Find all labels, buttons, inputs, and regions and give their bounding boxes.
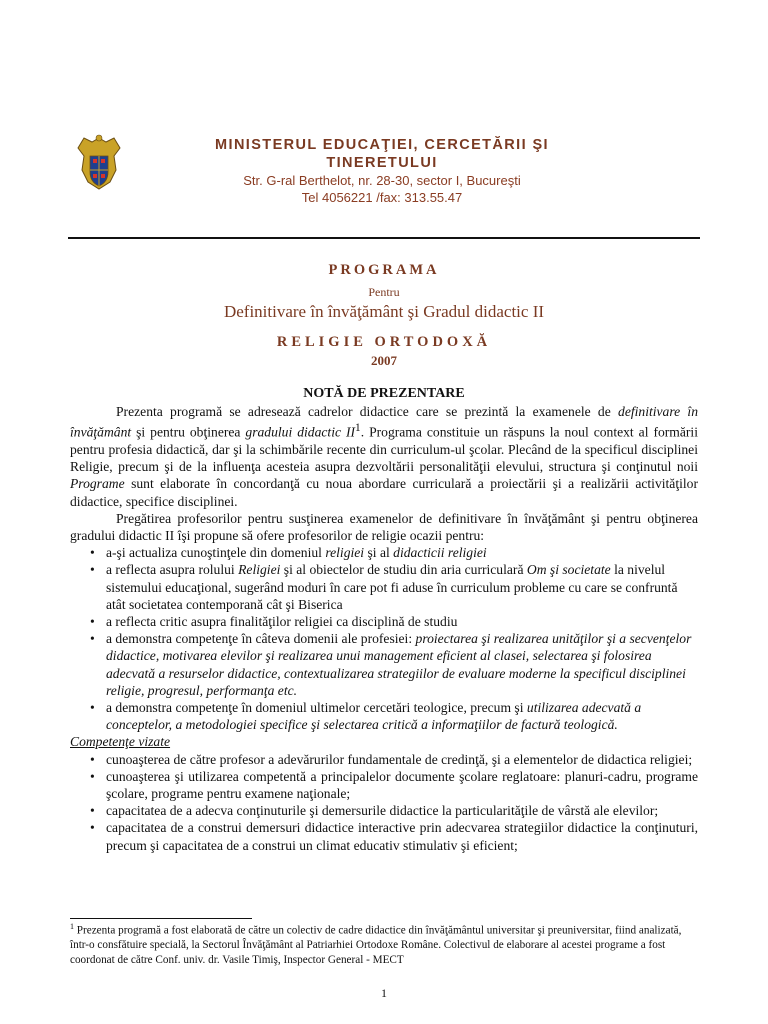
- p1-text-3: . Programa constituie un răspuns la noul context al formării pentru profesia didactică, dar şi la schimbările recente din curriculum-ul şcolar. Plecând de la specificul disciplinei Religie, precum şi de la influenţa acesteia asupra dezvoltării personalităţii elevului, structura şi conţinutul noii: [70, 424, 698, 475]
- doc-subject: RELIGIE ORTODOXĂ: [276, 334, 492, 350]
- header-divider: [68, 237, 700, 239]
- ministry-address: Str. G-ral Berthelot, nr. 28-30, sector I, Bucureşti: [243, 173, 521, 188]
- document-body: [70, 403, 698, 854]
- b2-italic: Religiei: [238, 562, 281, 578]
- list-item: • capacitatea de a construi demersuri didactice interactive prin adecvarea strategiilor didactice la conţinuturi, precum şi capacitatea de a construi un climat educativ stimulativ şi eficient;: [70, 819, 698, 853]
- b2-italic-2: Om şi societate: [526, 562, 611, 578]
- list-item: • cunoaşterea de către profesor a adevărurilor fundamentale de credinţă, şi a elementelor de didactica religiei;: [70, 751, 698, 768]
- page-number: 1: [381, 986, 387, 1000]
- b2-text-3: la nivelul sistemului educaţional, sugerând moduri în care pot fi aduse în curriculum probleme cu care se confruntă atât societatea contemporană cât şi Biserica: [106, 562, 678, 612]
- p1-text-2: şi pentru obţinerea: [131, 424, 246, 440]
- p1-italic-definitivare: definitivare în învăţământ: [70, 404, 698, 440]
- b1-text-2: şi al: [364, 545, 394, 561]
- ministry-name-line1: MINISTERUL EDUCAŢIEI, CERCETĂRII ŞI: [215, 137, 549, 153]
- list-item: [70, 561, 698, 613]
- footnote-ref: 1: [355, 422, 361, 435]
- list-item: [70, 699, 698, 733]
- p1-text-4: sunt elaborate în concordanţă cu noua abordare curriculară a proiectării şi a realizării activităţilor didactice, specifice disciplinei.: [70, 476, 698, 509]
- list-item: • cunoaşterea şi utilizarea competentă a principalelor documente şcolare reglatoare: planuri-cadru, programe şcolare, programe pentru examene naţionale;: [70, 768, 698, 802]
- b4-text: a demonstra competenţe în câteva domenii ale profesiei:: [106, 631, 416, 647]
- p1-italic-grad: gradului didactic II: [245, 424, 356, 440]
- b1-italic-2: didacticii religiei: [393, 545, 487, 561]
- footnote-divider: [70, 918, 252, 919]
- b2-text: a reflecta asupra rolului: [106, 562, 239, 578]
- intro-paragraph: [70, 403, 698, 510]
- ministry-header: [140, 136, 624, 206]
- doc-title: PROGRAMA: [328, 262, 440, 278]
- p1-text: Prezenta programă se adresează cadrelor didactice care se prezintă la examenele de: [116, 404, 619, 419]
- ministry-contact: Tel 4056221 /fax: 313.55.47: [301, 190, 463, 205]
- section-heading-competente: Competenţe vizate: [70, 734, 171, 750]
- doc-title-definitivare: Definitivare în învăţământ şi Gradul didactic II: [223, 302, 545, 321]
- b2-text-2: şi al obiectelor de studiu din aria curriculară: [280, 562, 527, 578]
- list-item: [70, 544, 698, 561]
- footnote-marker: 1: [70, 922, 74, 931]
- competences-list: [70, 751, 698, 854]
- b1-italic: religiei: [325, 545, 365, 561]
- objectives-list: [70, 544, 698, 733]
- doc-year: 2007: [371, 353, 397, 368]
- coat-of-arms-icon: [76, 132, 122, 192]
- b5-text: a demonstra competenţe în domeniul ultimelor cercetări teologice, precum şi: [106, 699, 527, 715]
- b4-italic: proiectarea şi realizarea unităţilor şi a secvenţelor didactice, motivarea elevilor şi realizarea unui management eficient al clasei, selectarea şi folosirea adecvată a resurselor didactice, contextualizarea strategiilor de evaluare moderne la specificul disciplinei religie, progresul, performanţa etc.: [106, 631, 692, 698]
- footnote: [70, 920, 698, 967]
- list-item: • capacitatea de a adecva conţinuturile şi demersurile didactice la particularităţile de vârstă ale elevilor;: [70, 802, 698, 819]
- p1-italic-programe: Programe: [70, 476, 125, 492]
- purpose-paragraph: Pregătirea profesorilor pentru susţinerea examenelor de definitivare în învăţământ şi pentru obţinerea gradului didactic II îşi propune să ofere profesorilor de religie ocazii pentru:: [70, 510, 698, 543]
- list-item: • a reflecta critic asupra finalităţilor religiei ca disciplină de studiu: [70, 613, 698, 630]
- doc-title-pentru: Pentru: [368, 285, 400, 299]
- b5-italic: utilizarea adecvată a conceptelor, a metodologiei specifice şi selectarea critică a informaţiilor de factură teologică.: [106, 699, 642, 733]
- ministry-name-line2: TINERETULUI: [326, 155, 438, 171]
- b1-text: a-şi actualiza cunoştinţele din domeniul: [106, 545, 326, 561]
- list-item: [70, 630, 698, 699]
- footnote-text: Prezenta programă a fost elaborată de către un colectiv de cadre didactice din învăţământul universitar şi preuniversitar, fiind analizată, într-o consfătuire specială, la Sectorul Învăţământ al Patriarhiei Ortodoxe Române. Colectivul de elaborare al acestei programe a fost coordonat de către Conf. univ. dr. Vasile Timiş, Inspector General - MECT: [70, 924, 682, 966]
- section-heading-nota: NOTĂ DE PREZENTARE: [303, 386, 465, 401]
